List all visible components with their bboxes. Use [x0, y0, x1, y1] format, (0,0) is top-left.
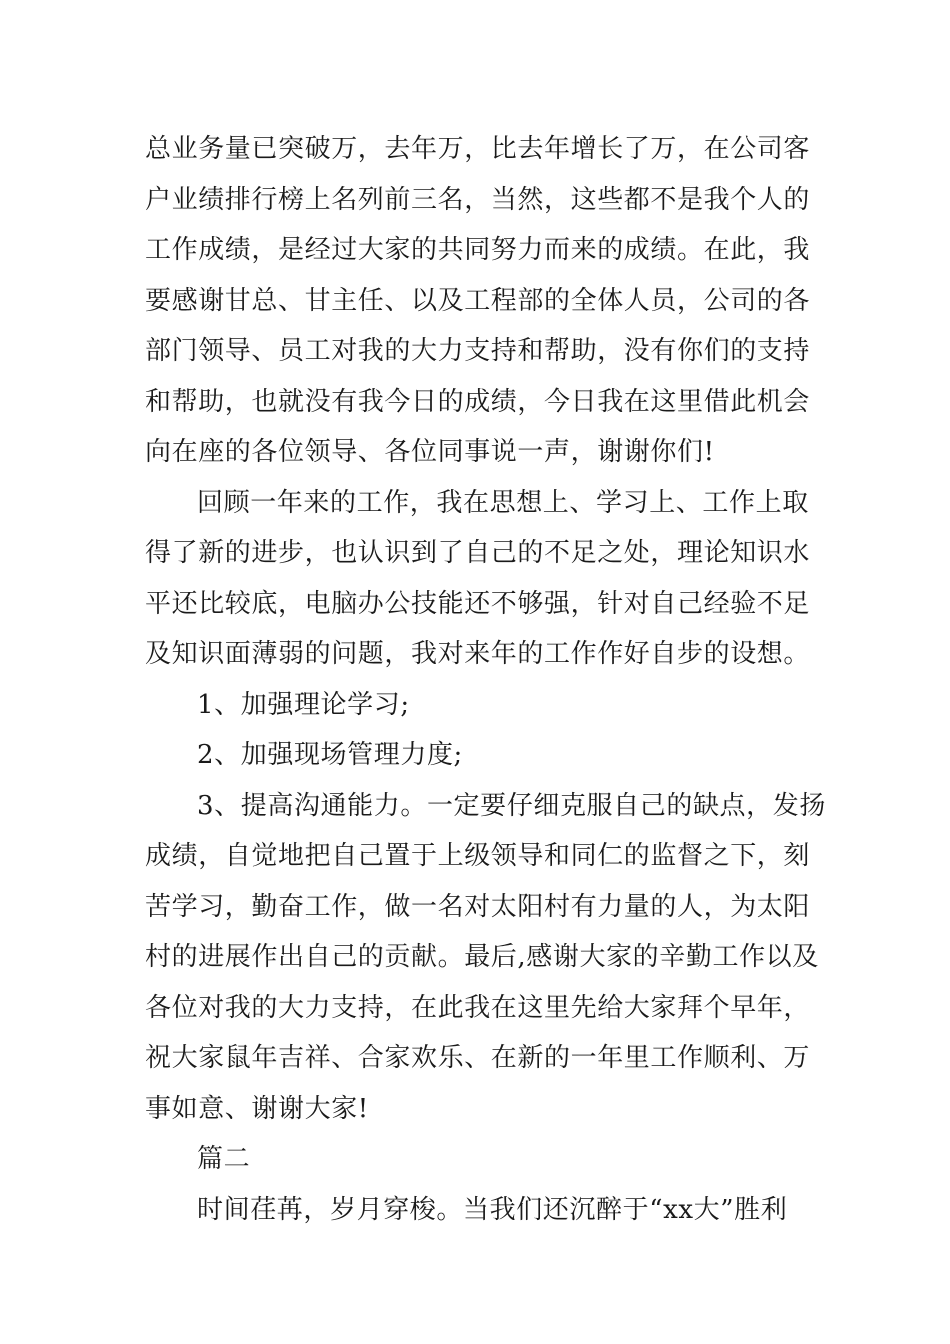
- text-line: 村的进展作出自己的贡献。最后,感谢大家的辛勤工作以及: [145, 942, 819, 972]
- text-line: 事如意、谢谢大家!: [145, 1093, 369, 1124]
- text-line: 得了新的进步，也认识到了自己的不足之处，理论知识水: [145, 538, 811, 568]
- text-line: 2、加强现场管理力度;: [197, 740, 463, 770]
- text-line: 户业绩排行榜上名列前三名，当然，这些都不是我个人的: [145, 184, 811, 215]
- document-body: [145, 124, 826, 1235]
- text-line: 3、提高沟通能力。一定要仔细克服自己的缺点，发扬: [197, 790, 826, 821]
- text-line: 工作成绩，是经过大家的共同努力而来的成绩。在此，我: [145, 235, 811, 265]
- text-line: 各位对我的大力支持，在此我在这里先给大家拜个早年，: [145, 992, 811, 1023]
- text-line: 要感谢甘总、甘主任、以及工程部的全体人员，公司的各: [145, 285, 811, 316]
- text-line: 部门领导、员工对我的大力支持和帮助，没有你们的支持: [145, 336, 811, 366]
- text-line: 和帮助，也就没有我今日的成绩，今日我在这里借此机会: [145, 386, 811, 417]
- text-line: 苦学习，勤奋工作，做一名对太阳村有力量的人，为太阳: [145, 891, 811, 922]
- text-line: 及知识面薄弱的问题，我对来年的工作作好自步的设想。: [145, 639, 811, 669]
- text-line: 篇二: [197, 1144, 251, 1174]
- text-line: 1、加强理论学习;: [197, 689, 410, 720]
- text-line: 向在座的各位领导、各位同事说一声，谢谢你们!: [145, 437, 715, 467]
- text-line: 时间荏苒，岁月穿梭。当我们还沉醉于“xx大”胜利: [197, 1194, 788, 1225]
- text-line: 回顾一年来的工作，我在思想上、学习上、工作上取: [197, 487, 809, 518]
- text-line: 成绩，自觉地把自己置于上级领导和同仁的监督之下，刻: [145, 841, 811, 871]
- text-line: 祝大家鼠年吉祥、合家欢乐、在新的一年里工作顺利、万: [145, 1043, 811, 1073]
- text-line: 平还比较底，电脑办公技能还不够强，针对自己经验不足: [145, 588, 811, 619]
- text-line: 总业务量已突破万，去年万，比去年增长了万，在公司客: [145, 134, 811, 164]
